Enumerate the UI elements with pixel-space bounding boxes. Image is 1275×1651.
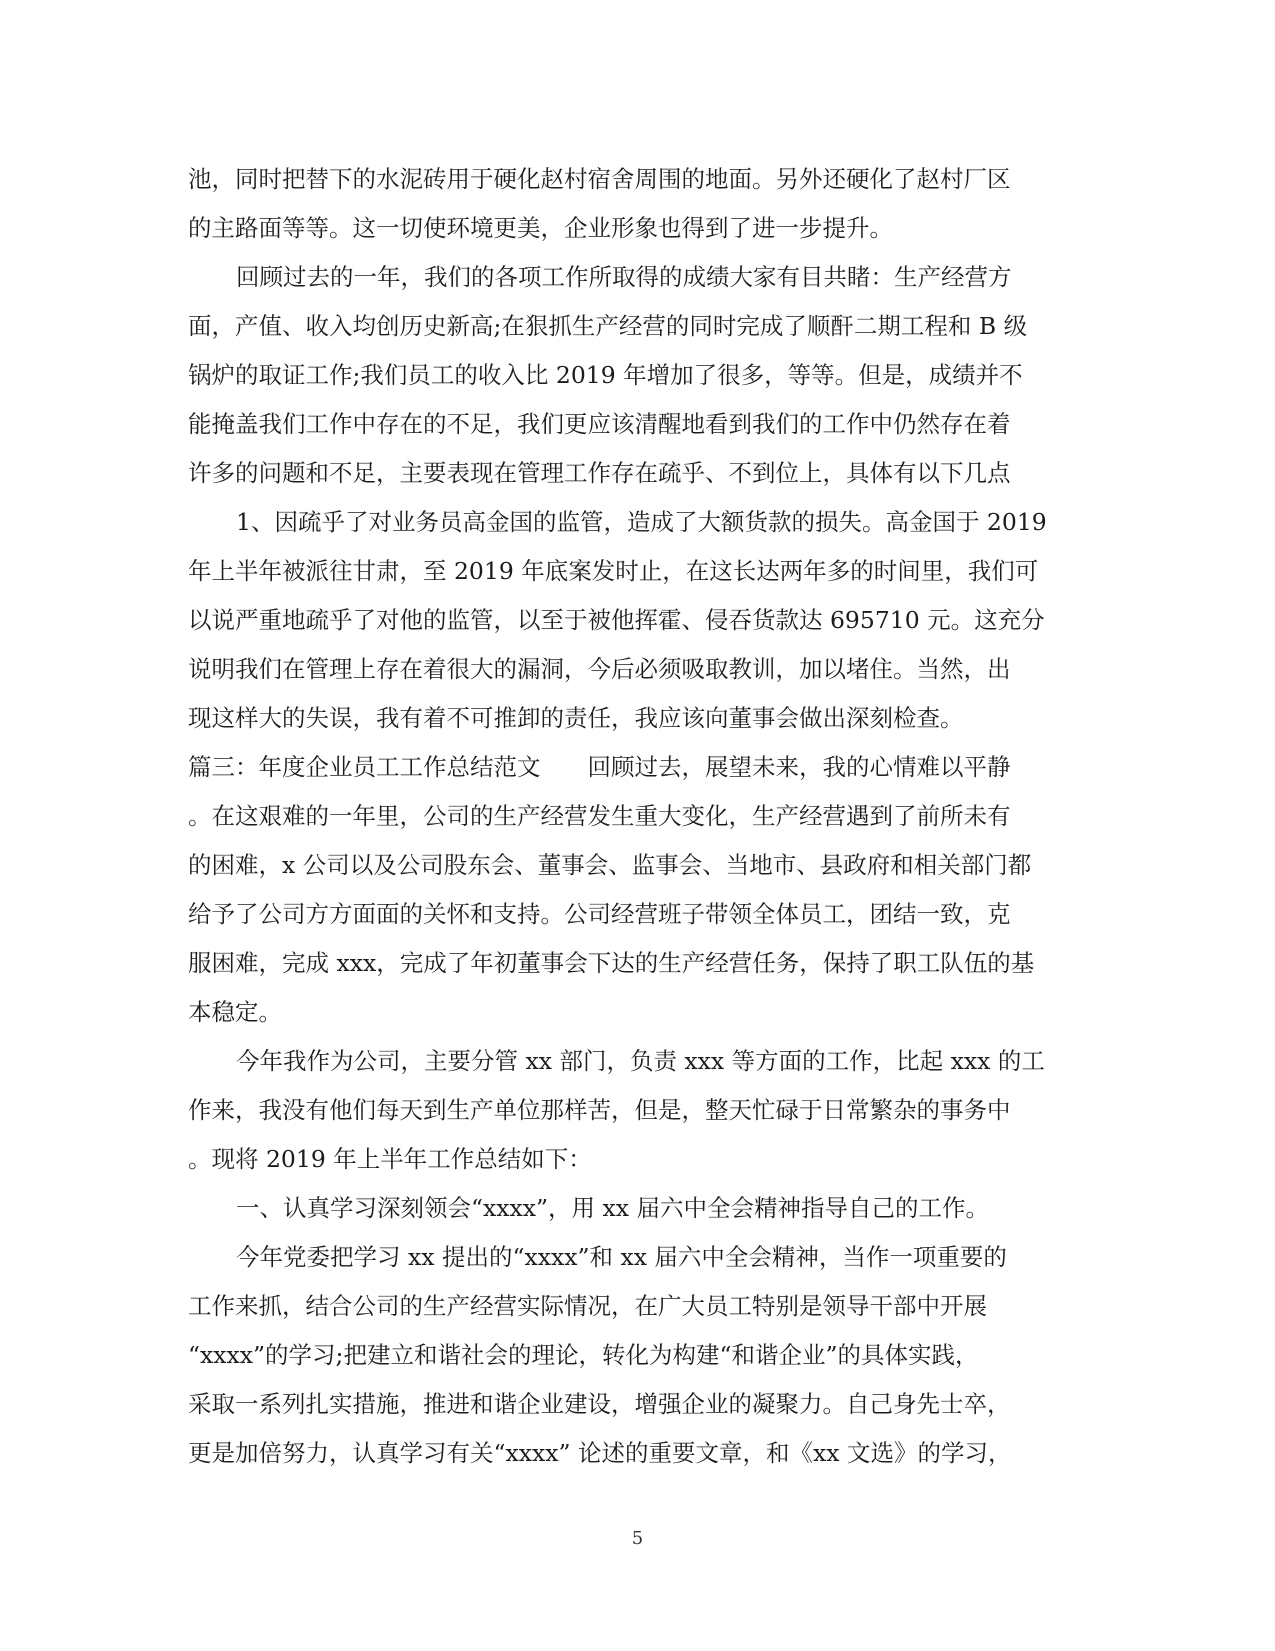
text-line: 锅炉的取证工作;我们员工的收入比 2019 年增加了很多，等等。但是，成绩并不: [188, 361, 1023, 389]
text-line: “xxxx”的学习;把建立和谐社会的理论，转化为构建“和谐企业”的具体实践，: [188, 1341, 979, 1369]
text-line: 的困难，x 公司以及公司股东会、董事会、监事会、当地市、县政府和相关部门都: [188, 851, 1032, 879]
text-line: 工作来抓，结合公司的生产经营实际情况，在广大员工特别是领导干部中开展: [188, 1292, 987, 1320]
text-line: 今年我作为公司，主要分管 xx 部门，负责 xxx 等方面的工作，比起 xxx 的工: [236, 1047, 1045, 1075]
text-line: 能掩盖我们工作中存在的不足，我们更应该清醒地看到我们的工作中仍然存在着: [188, 410, 1011, 438]
text-line: 。现将 2019 年上半年工作总结如下：: [188, 1145, 592, 1173]
text-line: 1、因疏乎了对业务员高金国的监管，造成了大额货款的损失。高金国于 2019: [236, 508, 1047, 536]
text-line: 面，产值、收入均创历史新高;在狠抓生产经营的同时完成了顺酐二期工程和 B 级: [188, 312, 1028, 340]
document-body: [188, 155, 1088, 1478]
text-line: 今年党委把学习 xx 提出的“xxxx”和 xx 届六中全会精神，当作一项重要的: [236, 1243, 1007, 1271]
text-line: 采取一系列扎实措施，推进和谐企业建设，增强企业的凝聚力。自己身先士卒，: [188, 1390, 1011, 1418]
text-line: 以说严重地疏乎了对他的监管，以至于被他挥霍、侵吞货款达 695710 元。这充分: [188, 606, 1045, 634]
text-line: 说明我们在管理上存在着很大的漏洞，今后必须吸取教训，加以堵住。当然，出: [188, 655, 1011, 683]
text-line: 池，同时把替下的水泥砖用于硬化赵村宿舍周围的地面。另外还硬化了赵村厂区: [188, 165, 1011, 193]
text-line: 年上半年被派往甘肃，至 2019 年底案发时止，在这长达两年多的时间里，我们可: [188, 557, 1039, 585]
text-line: 篇三：年度企业员工工作总结范文 回顾过去，展望未来，我的心情难以平静: [188, 753, 1011, 781]
text-line: 一、认真学习深刻领会“xxxx”，用 xx 届六中全会精神指导自己的工作。: [236, 1194, 989, 1222]
text-line: 本稳定。: [188, 998, 282, 1026]
text-line: 服困难，完成 xxx，完成了年初董事会下达的生产经营任务，保持了职工队伍的基: [188, 949, 1035, 977]
text-line: 许多的问题和不足，主要表现在管理工作存在疏乎、不到位上，具体有以下几点: [188, 459, 1011, 487]
text-line: 回顾过去的一年，我们的各项工作所取得的成绩大家有目共睹：生产经营方: [236, 263, 1012, 291]
page-number: 5: [631, 1528, 644, 1549]
text-line: 现这样大的失误，我有着不可推卸的责任，我应该向董事会做出深刻检查。: [188, 704, 964, 732]
text-line: 给予了公司方方面面的关怀和支持。公司经营班子带领全体员工，团结一致，克: [188, 900, 1011, 928]
text-line: 。在这艰难的一年里，公司的生产经营发生重大变化，生产经营遇到了前所未有: [188, 802, 1011, 830]
text-line: 的主路面等等。这一切使环境更美，企业形象也得到了进一步提升。: [188, 214, 893, 242]
text-line: 更是加倍努力，认真学习有关“xxxx” 论述的重要文章，和《xx 文选》的学习，: [188, 1439, 1012, 1467]
text-line: 作来，我没有他们每天到生产单位那样苦，但是，整天忙碌于日常繁杂的事务中: [188, 1096, 1011, 1124]
